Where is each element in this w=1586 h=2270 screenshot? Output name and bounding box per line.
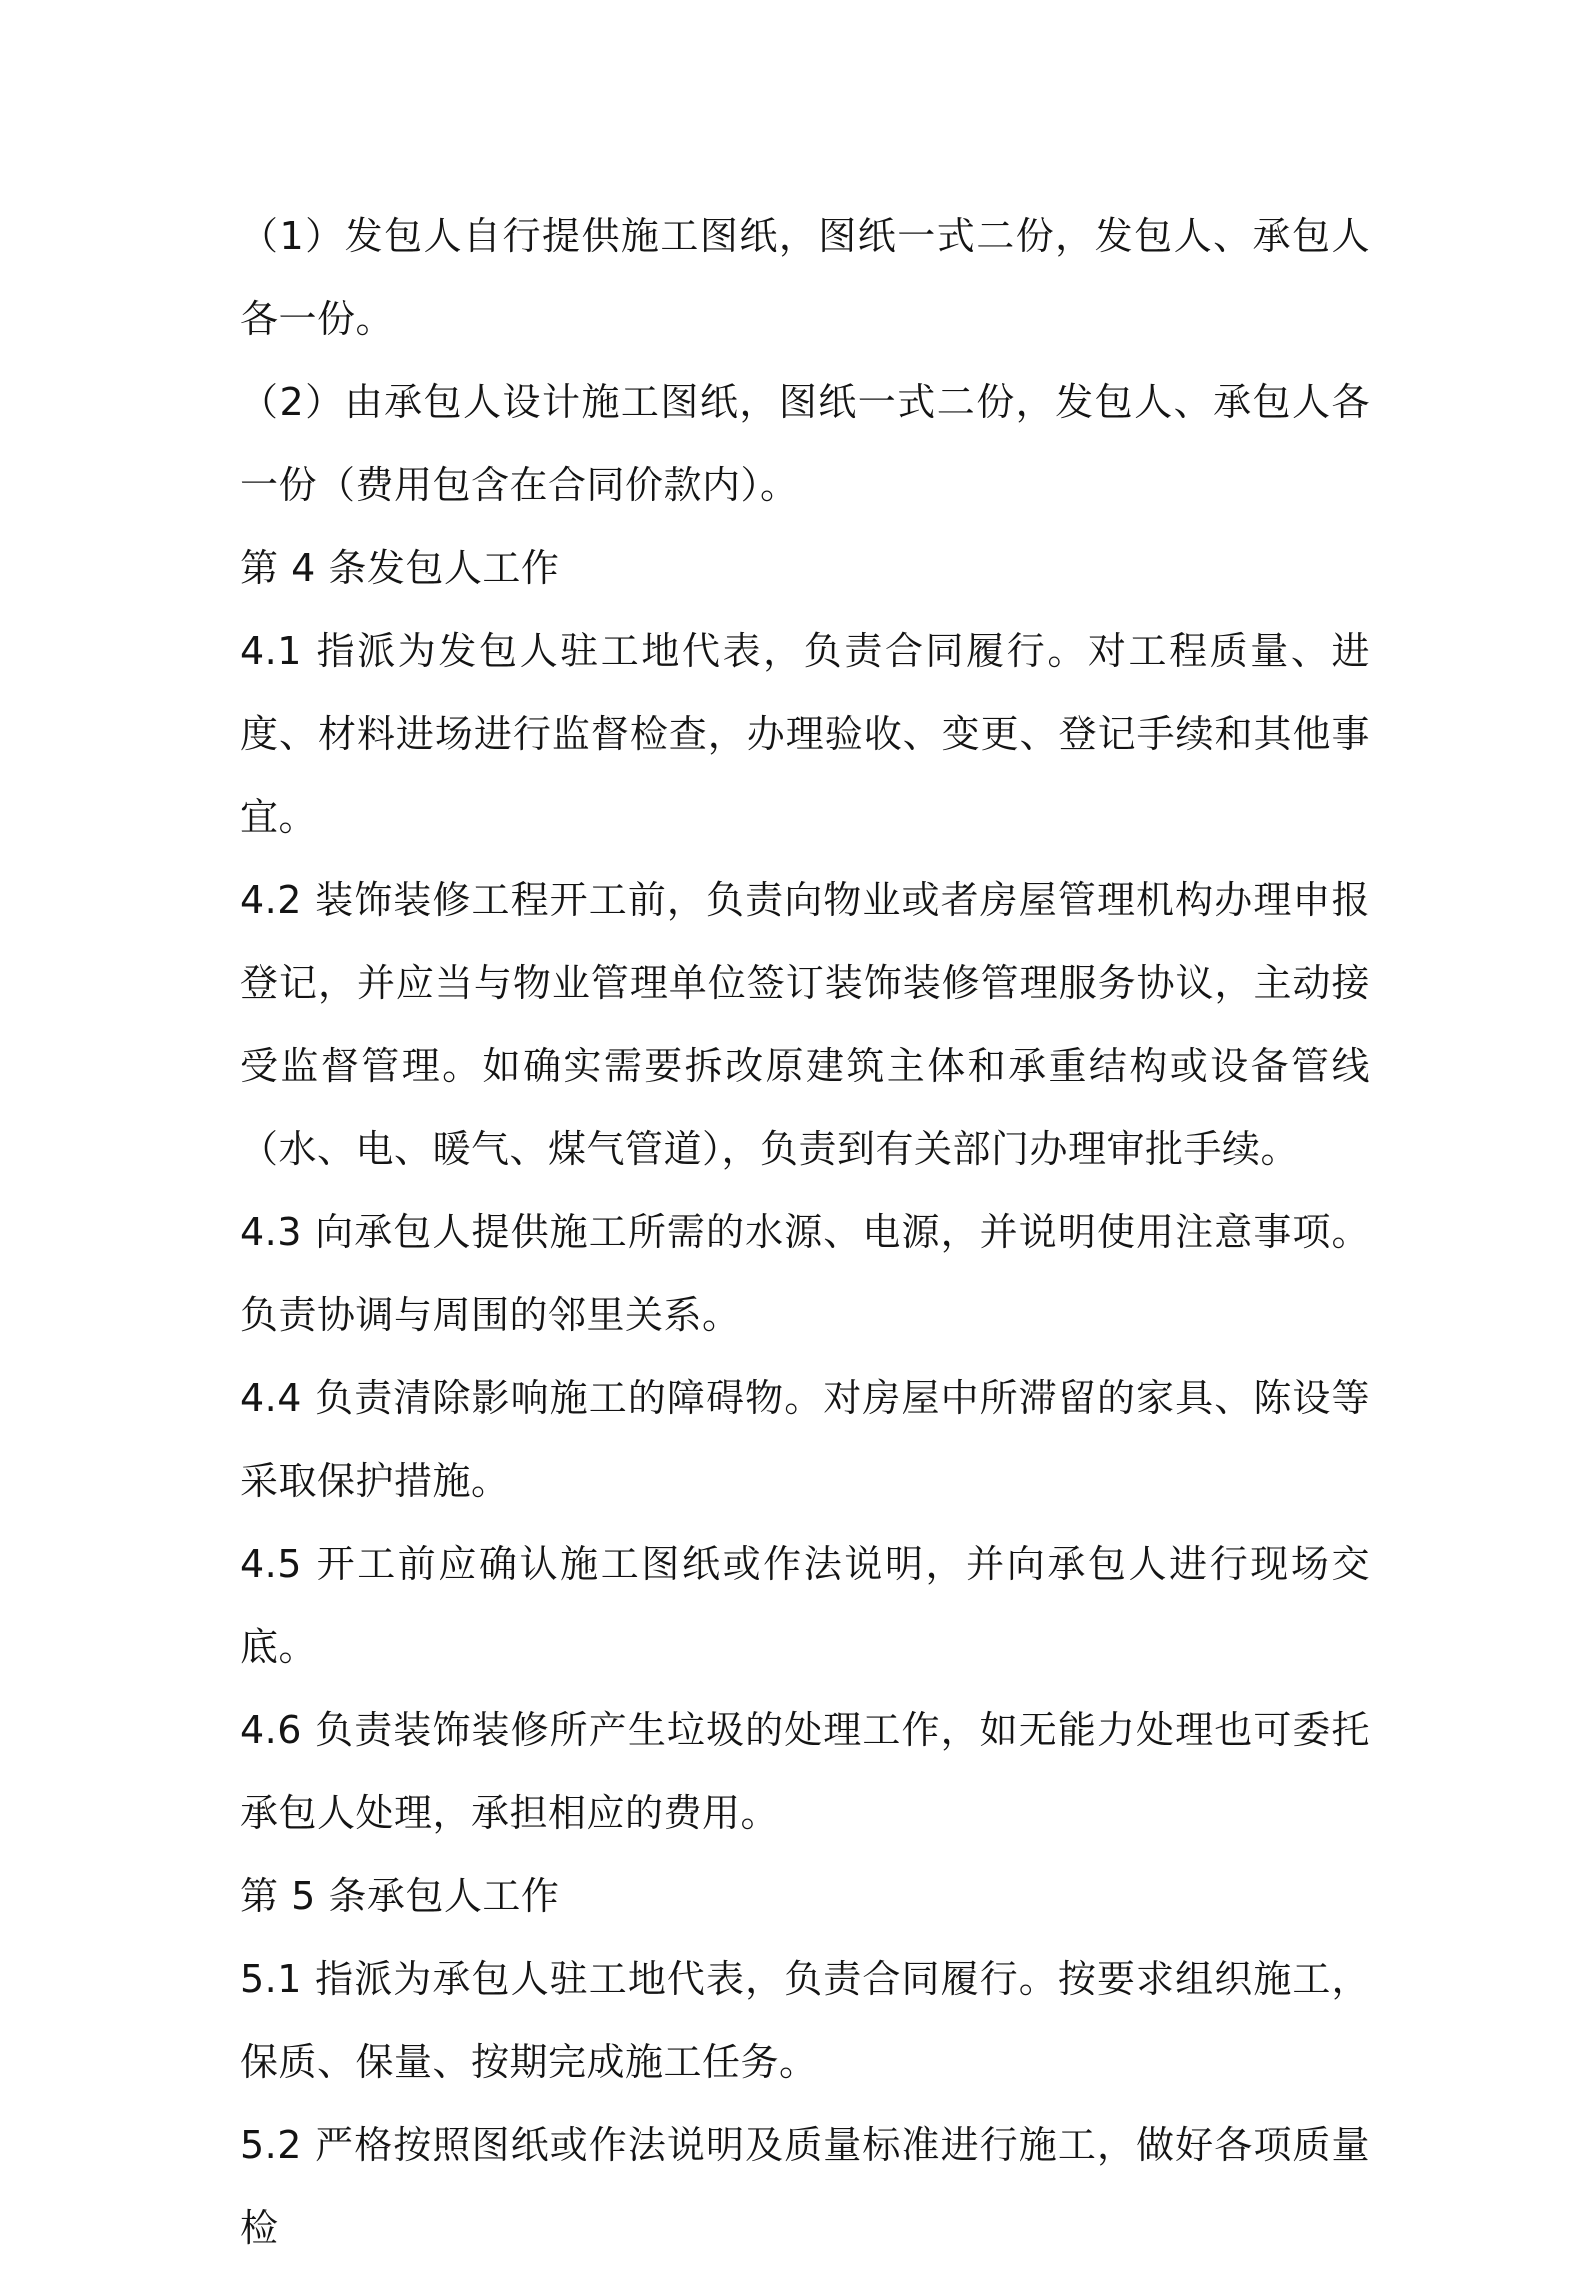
clause-3-option-2: （2）由承包人设计施工图纸，图纸一式二份，发包人、承包人各一份（费用包含在合同价款内）。 (240, 380, 1370, 507)
article-4-heading: 第 4 条发包人工作 (240, 546, 560, 590)
clause-4-6: 4.6 负责装饰装修所产生垃圾的处理工作，如无能力处理也可委托承包人处理，承担相应的费用。 (240, 1708, 1370, 1835)
clause-4-3: 4.3 向承包人提供施工所需的水源、电源，并说明使用注意事项。负责协调与周围的邻里关系。 (240, 1210, 1370, 1337)
clause-4-1: 4.1 指派为发包人驻工地代表，负责合同履行。对工程质量、进度、材料进场进行监督检查，办理验收、变更、登记手续和其他事宜。 (240, 629, 1370, 839)
clause-4-4: 4.4 负责清除影响施工的障碍物。对房屋中所滞留的家具、陈设等采取保护措施。 (240, 1376, 1370, 1503)
clause-3-option-1: （1）发包人自行提供施工图纸，图纸一式二份，发包人、承包人各一份。 (240, 214, 1370, 341)
clause-4-5: 4.5 开工前应确认施工图纸或作法说明，并向承包人进行现场交底。 (240, 1542, 1370, 1669)
clause-5-2: 5.2 严格按照图纸或作法说明及质量标准进行施工，做好各项质量检 (240, 2123, 1370, 2250)
article-5-heading: 第 5 条承包人工作 (240, 1874, 560, 1918)
clause-4-2: 4.2 装饰装修工程开工前，负责向物业或者房屋管理机构办理申报登记，并应当与物业管理单位签订装饰装修管理服务协议，主动接受监督管理。如确实需要拆改原建筑主体和承重结构或设备管线（水、电、暖气、煤气管道），负责到有关部门办理审批手续。 (240, 878, 1370, 1171)
document-body (240, 195, 1370, 2270)
clause-5-1: 5.1 指派为承包人驻工地代表，负责合同履行。按要求组织施工，保质、保量、按期完成施工任务。 (240, 1957, 1370, 2084)
